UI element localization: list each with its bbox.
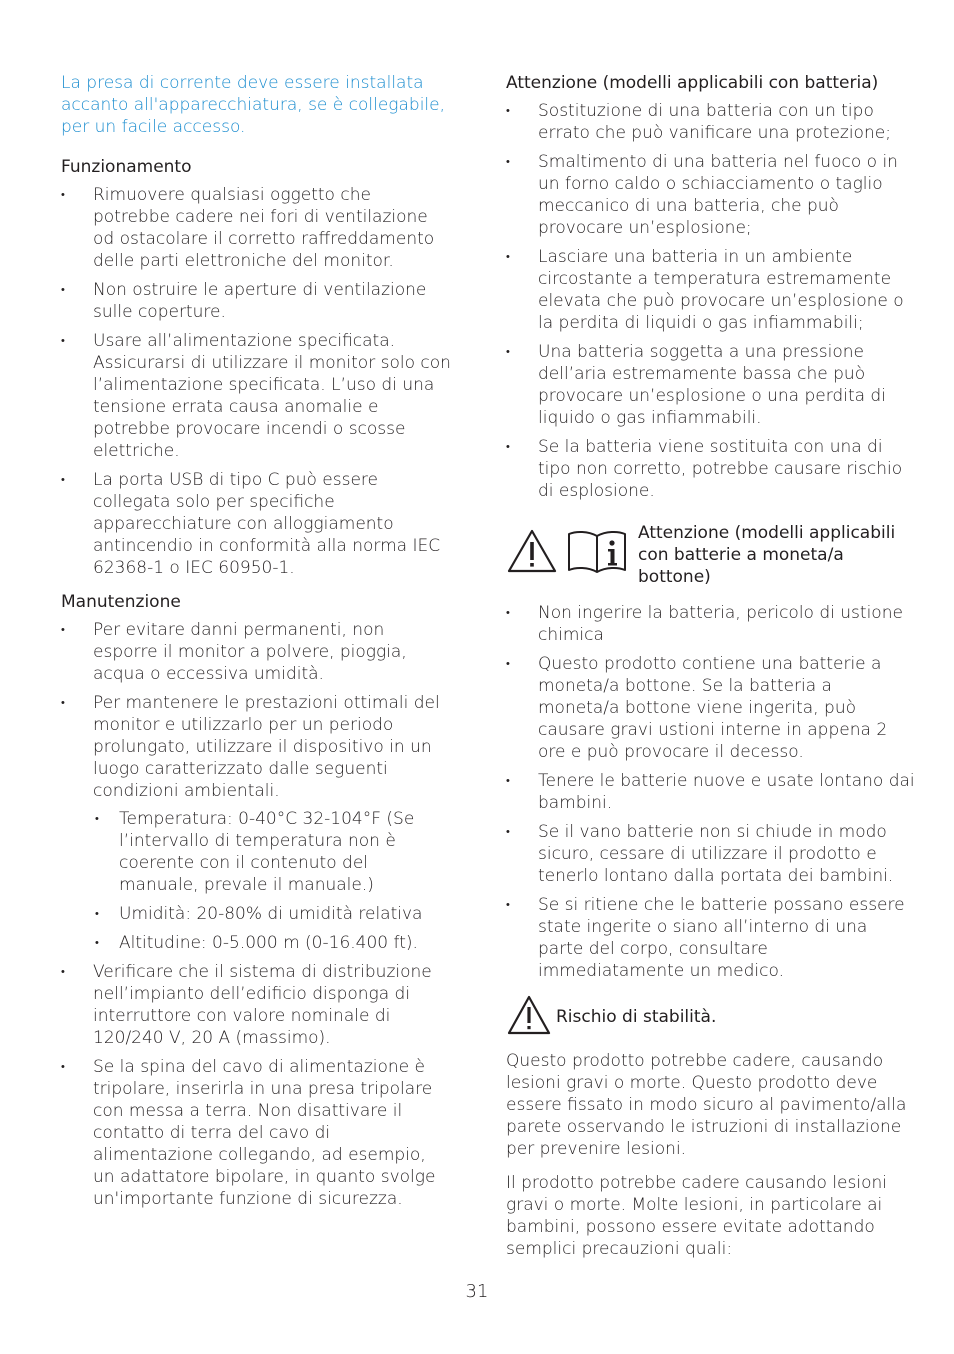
heading-moneta: Attenzione (modelli applicabili con batterie a moneta/a bottone) xyxy=(638,523,896,587)
manual-info-icon xyxy=(566,528,628,574)
condition-item: • Umidità: 20-80% di umidità relativa xyxy=(93,903,451,925)
warning-icons xyxy=(506,528,628,574)
warning-triangle-icon xyxy=(506,528,558,574)
heading-funzionamento: Funzionamento xyxy=(61,157,192,177)
warning-triangle-icon xyxy=(506,994,552,1036)
list-item: • Se il vano batterie non si chiude in modo sicuro, cessare di utilizzare il prodotto e tenerlo lontano dalla portata dei bambini. xyxy=(506,821,916,887)
list-item: • Lasciare una batteria in un ambiente circostante a temperatura estremamente elevata che può provocare un’esplosione o la perdita di liquidi o gas infiammabili; xyxy=(506,246,916,334)
list-item: • Se la batteria viene sostituita con una di tipo non corretto, potrebbe causare rischio di esplosione. xyxy=(506,436,916,502)
list-item xyxy=(61,692,451,954)
heading-manutenzione: Manutenzione xyxy=(61,592,181,612)
condition-item: • Temperatura: 0-40°C 32-104°F (Se l’intervallo di temperatura non è coerente con il contenuto del manuale, prevale il manuale.) xyxy=(93,808,451,896)
paragraph: Il prodotto potrebbe cadere causando lesioni gravi o morte. Molte lesioni, in particolare ai bambini, possono essere evitate adottando semplici precauzioni quali: xyxy=(506,1173,887,1259)
list-item: • Rimuovere qualsiasi oggetto che potrebbe cadere nei fori di ventilazione od ostacolare il corretto raffreddamento delle parti elettroniche del monitor. xyxy=(61,184,451,272)
list-item: • Usare all’alimentazione specificata. Assicurarsi di utilizzare il monitor solo con l’alimentazione specificata. L’uso di una tensione errata causa anomalie e potrebbe provocare incendi o scosse elettriche. xyxy=(61,330,451,462)
list-item: • Verificare che il sistema di distribuzione nell’impianto dell’edificio disponga di interruttore con valore nominale di 120/240 V, 20 A (massimo). xyxy=(61,961,451,1049)
list-funzionamento xyxy=(61,184,451,579)
list-item: • Per evitare danni permanenti, non esporre il monitor a polvere, pioggia, acqua o eccessiva umidità. xyxy=(61,619,451,685)
conditions-list xyxy=(93,808,451,954)
list-item: • Tenere le batterie nuove e usate lontano dai bambini. xyxy=(506,770,916,814)
heading-batteria: Attenzione (modelli applicabili con batteria) xyxy=(506,73,879,93)
paragraph: Questo prodotto potrebbe cadere, causando lesioni gravi o morte. Questo prodotto deve essere fissato in modo sicuro al pavimento/alla parete osservando le istruzioni di installazione per prevenire lesioni. xyxy=(506,1051,907,1159)
heading-stabilita: Rischio di stabilità. xyxy=(556,1007,717,1027)
left-column xyxy=(61,72,451,1222)
intro-note: La presa di corrente deve essere installata accanto all'apparecchiatura, se è collegabile, per un facile accesso. xyxy=(61,73,446,137)
list-batteria xyxy=(506,100,916,502)
coin-battery-warning xyxy=(506,522,916,588)
list-item: • La porta USB di tipo C può essere collegata solo per specifiche apparecchiature con alloggiamento antincendio in conformità alla norma IEC 62368-1 o IEC 60950-1. xyxy=(61,469,451,579)
list-item: • Sostituzione di una batteria con un tipo errato che può vanificare una protezione; xyxy=(506,100,916,144)
list-item: • Se si ritiene che le batterie possano essere state ingerite o siano all’interno di una parte del corpo, consultare immediatamente un medico. xyxy=(506,894,916,982)
list-item: • Se la spina del cavo di alimentazione è tripolare, inserirla in una presa tripolare con messa a terra. Non disattivare il contatto di terra del cavo di alimentazione collegando, ad esempio, un adattatore bipolare, in quanto svolge un'importante funzione di sicurezza. xyxy=(61,1056,451,1210)
list-item-text: Per mantenere le prestazioni ottimali del monitor e utilizzarlo per un periodo prolungato, utilizzare il dispositivo in un luogo caratterizzato dalle seguenti condizioni ambientali. xyxy=(93,693,440,801)
stability-warning xyxy=(506,994,916,1036)
list-item: • Una batteria soggetta a una pressione dell’aria estremamente bassa che può provocare un’esplosione o una perdita di liquido o gas infiammabili. xyxy=(506,341,916,429)
right-column xyxy=(506,72,916,1272)
list-item: • Non ingerire la batteria, pericolo di ustione chimica xyxy=(506,602,916,646)
list-item: • Questo prodotto contiene una batterie a moneta/a bottone. Se la batteria a moneta/a bottone viene ingerita, può causare gravi ustioni interne in appena 2 ore e può provocare il decesso. xyxy=(506,653,916,763)
list-item: • Non ostruire le aperture di ventilazione sulle coperture. xyxy=(61,279,451,323)
list-item: • Smaltimento di una batteria nel fuoco o in un forno caldo o schiacciamento o taglio meccanico di una batteria, che può provocare un’esplosione; xyxy=(506,151,916,239)
page-number: 31 xyxy=(465,1281,489,1302)
list-moneta xyxy=(506,602,916,982)
list-manutenzione xyxy=(61,619,451,1210)
condition-item: • Altitudine: 0-5.000 m (0-16.400 ft). xyxy=(93,932,451,954)
